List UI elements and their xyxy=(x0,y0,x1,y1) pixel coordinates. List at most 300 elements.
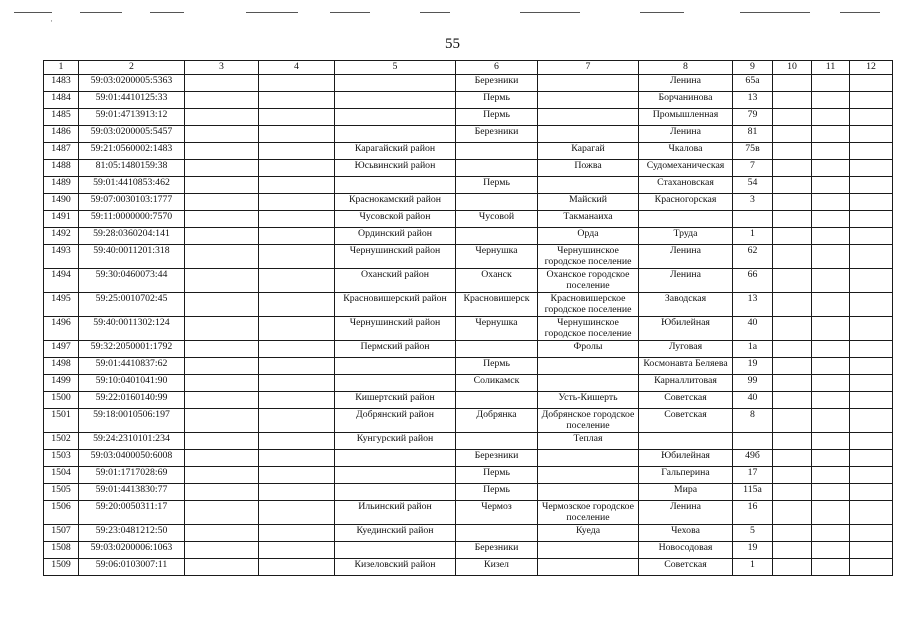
col11-cell xyxy=(812,92,850,109)
col4-cell xyxy=(259,177,335,194)
col4-cell xyxy=(259,160,335,177)
table-row xyxy=(44,525,893,542)
col3-cell xyxy=(185,450,259,467)
table-row xyxy=(44,109,893,126)
table-row xyxy=(44,409,893,433)
col12-cell xyxy=(850,375,893,392)
street-cell: Ленина xyxy=(639,75,733,92)
settlement-cell xyxy=(538,109,639,126)
settlement-cell: Карагай xyxy=(538,143,639,160)
col12-cell xyxy=(850,211,893,228)
col10-cell xyxy=(773,501,812,525)
col3-cell xyxy=(185,245,259,269)
cadastral-number-cell: 59:03:0200006:1063 xyxy=(79,542,185,559)
city-cell: Пермь xyxy=(456,109,538,126)
row-number-cell: 1505 xyxy=(44,484,79,501)
city-cell: Пермь xyxy=(456,484,538,501)
col3-cell xyxy=(185,467,259,484)
cadastral-number-cell: 59:03:0200005:5363 xyxy=(79,75,185,92)
col12-cell xyxy=(850,559,893,576)
city-cell: Чернушка xyxy=(456,317,538,341)
row-number-cell: 1495 xyxy=(44,293,79,317)
col4-cell xyxy=(259,433,335,450)
column-header: 11 xyxy=(812,61,850,75)
table-row xyxy=(44,450,893,467)
cadastral-number-cell: 59:25:0010702:45 xyxy=(79,293,185,317)
district-cell xyxy=(335,542,456,559)
col11-cell xyxy=(812,559,850,576)
city-cell: Кизел xyxy=(456,559,538,576)
row-number-cell: 1492 xyxy=(44,228,79,245)
table-row xyxy=(44,75,893,92)
city-cell: Березники xyxy=(456,450,538,467)
settlement-cell: Добрянское городское поселение xyxy=(538,409,639,433)
cadastral-number-cell: 59:11:0000000:7570 xyxy=(79,211,185,228)
street-cell: Ленина xyxy=(639,269,733,293)
cadastral-number-cell: 59:07:0030103:1777 xyxy=(79,194,185,211)
district-cell: Кунгурский район xyxy=(335,433,456,450)
scan-edge-marks xyxy=(0,12,905,16)
district-cell xyxy=(335,450,456,467)
col10-cell xyxy=(773,75,812,92)
settlement-cell: Пожва xyxy=(538,160,639,177)
city-cell xyxy=(456,194,538,211)
house-number-cell: 66 xyxy=(733,269,773,293)
row-number-cell: 1501 xyxy=(44,409,79,433)
column-header: 1 xyxy=(44,61,79,75)
col4-cell xyxy=(259,501,335,525)
registry-table xyxy=(43,60,893,576)
table-row xyxy=(44,228,893,245)
district-cell: Ильинский район xyxy=(335,501,456,525)
city-cell: Красновишерск xyxy=(456,293,538,317)
settlement-cell: Такманаиха xyxy=(538,211,639,228)
col4-cell xyxy=(259,375,335,392)
row-number-cell: 1507 xyxy=(44,525,79,542)
col10-cell xyxy=(773,450,812,467)
column-header: 9 xyxy=(733,61,773,75)
col10-cell xyxy=(773,542,812,559)
col12-cell xyxy=(850,341,893,358)
table-row xyxy=(44,433,893,450)
col10-cell xyxy=(773,269,812,293)
col11-cell xyxy=(812,542,850,559)
cadastral-number-cell: 59:01:4410853:462 xyxy=(79,177,185,194)
col10-cell xyxy=(773,525,812,542)
col11-cell xyxy=(812,501,850,525)
col4-cell xyxy=(259,341,335,358)
row-number-cell: 1485 xyxy=(44,109,79,126)
col10-cell xyxy=(773,293,812,317)
col12-cell xyxy=(850,450,893,467)
col11-cell xyxy=(812,293,850,317)
column-header: 10 xyxy=(773,61,812,75)
col3-cell xyxy=(185,293,259,317)
cadastral-number-cell: 59:20:0050311:17 xyxy=(79,501,185,525)
col10-cell xyxy=(773,559,812,576)
col4-cell xyxy=(259,211,335,228)
row-number-cell: 1503 xyxy=(44,450,79,467)
col11-cell xyxy=(812,433,850,450)
cadastral-number-cell: 59:24:2310101:234 xyxy=(79,433,185,450)
street-cell: Советская xyxy=(639,559,733,576)
col11-cell xyxy=(812,75,850,92)
col12-cell xyxy=(850,228,893,245)
city-cell: Добрянка xyxy=(456,409,538,433)
city-cell: Чермоз xyxy=(456,501,538,525)
col3-cell xyxy=(185,409,259,433)
city-cell xyxy=(456,143,538,160)
table-header-row xyxy=(44,61,893,75)
col3-cell xyxy=(185,542,259,559)
col11-cell xyxy=(812,450,850,467)
city-cell: Пермь xyxy=(456,177,538,194)
street-cell: Новосодовая xyxy=(639,542,733,559)
table-row xyxy=(44,375,893,392)
house-number-cell: 65а xyxy=(733,75,773,92)
city-cell: Чусовой xyxy=(456,211,538,228)
city-cell xyxy=(456,392,538,409)
col11-cell xyxy=(812,194,850,211)
settlement-cell: Фролы xyxy=(538,341,639,358)
cadastral-number-cell: 59:40:0011302:124 xyxy=(79,317,185,341)
district-cell xyxy=(335,92,456,109)
col11-cell xyxy=(812,392,850,409)
col11-cell xyxy=(812,525,850,542)
col12-cell xyxy=(850,409,893,433)
district-cell xyxy=(335,375,456,392)
house-number-cell xyxy=(733,433,773,450)
col10-cell xyxy=(773,177,812,194)
col4-cell xyxy=(259,450,335,467)
city-cell: Оханск xyxy=(456,269,538,293)
house-number-cell: 19 xyxy=(733,358,773,375)
row-number-cell: 1484 xyxy=(44,92,79,109)
settlement-cell xyxy=(538,92,639,109)
row-number-cell: 1494 xyxy=(44,269,79,293)
house-number-cell: 75в xyxy=(733,143,773,160)
house-number-cell: 8 xyxy=(733,409,773,433)
row-number-cell: 1502 xyxy=(44,433,79,450)
col11-cell xyxy=(812,317,850,341)
col4-cell xyxy=(259,75,335,92)
col12-cell xyxy=(850,126,893,143)
district-cell: Чернушинский район xyxy=(335,317,456,341)
street-cell: Судомеханическая xyxy=(639,160,733,177)
house-number-cell: 1 xyxy=(733,228,773,245)
row-number-cell: 1493 xyxy=(44,245,79,269)
street-cell: Ленина xyxy=(639,126,733,143)
house-number-cell: 81 xyxy=(733,126,773,143)
col3-cell xyxy=(185,269,259,293)
house-number-cell: 17 xyxy=(733,467,773,484)
house-number-cell: 7 xyxy=(733,160,773,177)
col12-cell xyxy=(850,525,893,542)
col10-cell xyxy=(773,467,812,484)
col12-cell xyxy=(850,542,893,559)
scan-corner-mark: · xyxy=(50,16,53,26)
district-cell xyxy=(335,484,456,501)
col12-cell xyxy=(850,177,893,194)
col3-cell xyxy=(185,484,259,501)
cadastral-number-cell: 59:03:0200005:5457 xyxy=(79,126,185,143)
settlement-cell: Орда xyxy=(538,228,639,245)
settlement-cell: Майский xyxy=(538,194,639,211)
row-number-cell: 1499 xyxy=(44,375,79,392)
cadastral-number-cell: 59:18:0010506:197 xyxy=(79,409,185,433)
settlement-cell xyxy=(538,126,639,143)
street-cell: Космонавта Беляева xyxy=(639,358,733,375)
settlement-cell: Усть-Кишерть xyxy=(538,392,639,409)
col4-cell xyxy=(259,409,335,433)
house-number-cell: 1 xyxy=(733,559,773,576)
col3-cell xyxy=(185,126,259,143)
street-cell: Советская xyxy=(639,392,733,409)
cadastral-number-cell: 59:32:2050001:1792 xyxy=(79,341,185,358)
house-number-cell: 99 xyxy=(733,375,773,392)
house-number-cell: 16 xyxy=(733,501,773,525)
col12-cell xyxy=(850,501,893,525)
house-number-cell: 13 xyxy=(733,92,773,109)
col3-cell xyxy=(185,392,259,409)
house-number-cell: 13 xyxy=(733,293,773,317)
col10-cell xyxy=(773,143,812,160)
col10-cell xyxy=(773,358,812,375)
street-cell: Юбилейная xyxy=(639,317,733,341)
district-cell: Кизеловский район xyxy=(335,559,456,576)
col12-cell xyxy=(850,433,893,450)
settlement-cell xyxy=(538,484,639,501)
cadastral-number-cell: 59:23:0481212:50 xyxy=(79,525,185,542)
cadastral-number-cell: 59:01:1717028:69 xyxy=(79,467,185,484)
cadastral-number-cell: 59:01:4410125:33 xyxy=(79,92,185,109)
col12-cell xyxy=(850,75,893,92)
col3-cell xyxy=(185,92,259,109)
city-cell: Соликамск xyxy=(456,375,538,392)
col4-cell xyxy=(259,92,335,109)
settlement-cell xyxy=(538,559,639,576)
col4-cell xyxy=(259,525,335,542)
settlement-cell: Красновишерское городское поселение xyxy=(538,293,639,317)
col12-cell xyxy=(850,358,893,375)
row-number-cell: 1500 xyxy=(44,392,79,409)
column-header: 5 xyxy=(335,61,456,75)
district-cell: Юсьвинский район xyxy=(335,160,456,177)
street-cell: Луговая xyxy=(639,341,733,358)
row-number-cell: 1496 xyxy=(44,317,79,341)
col3-cell xyxy=(185,501,259,525)
street-cell: Мира xyxy=(639,484,733,501)
col12-cell xyxy=(850,293,893,317)
city-cell: Березники xyxy=(456,126,538,143)
city-cell: Пермь xyxy=(456,358,538,375)
house-number-cell: 49б xyxy=(733,450,773,467)
col10-cell xyxy=(773,392,812,409)
col12-cell xyxy=(850,467,893,484)
col4-cell xyxy=(259,194,335,211)
district-cell xyxy=(335,109,456,126)
district-cell: Добрянский район xyxy=(335,409,456,433)
col11-cell xyxy=(812,341,850,358)
col4-cell xyxy=(259,109,335,126)
col10-cell xyxy=(773,194,812,211)
column-header: 6 xyxy=(456,61,538,75)
district-cell: Пермский район xyxy=(335,341,456,358)
street-cell: Труда xyxy=(639,228,733,245)
district-cell: Куединский район xyxy=(335,525,456,542)
col4-cell xyxy=(259,245,335,269)
street-cell: Заводская xyxy=(639,293,733,317)
district-cell xyxy=(335,467,456,484)
col3-cell xyxy=(185,177,259,194)
col3-cell xyxy=(185,358,259,375)
table-row xyxy=(44,467,893,484)
col11-cell xyxy=(812,228,850,245)
city-cell xyxy=(456,525,538,542)
col4-cell xyxy=(259,126,335,143)
table-row xyxy=(44,245,893,269)
district-cell: Ординский район xyxy=(335,228,456,245)
street-cell: Гальперина xyxy=(639,467,733,484)
house-number-cell: 40 xyxy=(733,317,773,341)
col11-cell xyxy=(812,211,850,228)
col10-cell xyxy=(773,160,812,177)
col4-cell xyxy=(259,467,335,484)
street-cell: Стахановская xyxy=(639,177,733,194)
district-cell: Чернушинский район xyxy=(335,245,456,269)
row-number-cell: 1491 xyxy=(44,211,79,228)
col3-cell xyxy=(185,160,259,177)
cadastral-number-cell: 59:01:4713913:12 xyxy=(79,109,185,126)
city-cell: Березники xyxy=(456,75,538,92)
district-cell: Кишертский район xyxy=(335,392,456,409)
col10-cell xyxy=(773,92,812,109)
col4-cell xyxy=(259,293,335,317)
col3-cell xyxy=(185,341,259,358)
city-cell xyxy=(456,160,538,177)
cadastral-number-cell: 59:21:0560002:1483 xyxy=(79,143,185,160)
street-cell: Ленина xyxy=(639,245,733,269)
col10-cell xyxy=(773,341,812,358)
col11-cell xyxy=(812,375,850,392)
house-number-cell: 3 xyxy=(733,194,773,211)
street-cell: Юбилейная xyxy=(639,450,733,467)
city-cell: Пермь xyxy=(456,467,538,484)
row-number-cell: 1483 xyxy=(44,75,79,92)
col10-cell xyxy=(773,375,812,392)
row-number-cell: 1486 xyxy=(44,126,79,143)
settlement-cell: Оханское городское поселение xyxy=(538,269,639,293)
table-row xyxy=(44,317,893,341)
table-row xyxy=(44,484,893,501)
column-header: 8 xyxy=(639,61,733,75)
column-header: 2 xyxy=(79,61,185,75)
street-cell: Борчаниновa xyxy=(639,92,733,109)
settlement-cell xyxy=(538,75,639,92)
table-row xyxy=(44,177,893,194)
house-number-cell: 5 xyxy=(733,525,773,542)
row-number-cell: 1497 xyxy=(44,341,79,358)
district-cell xyxy=(335,177,456,194)
col3-cell xyxy=(185,317,259,341)
table-row xyxy=(44,92,893,109)
col11-cell xyxy=(812,177,850,194)
house-number-cell: 19 xyxy=(733,542,773,559)
cadastral-number-cell: 59:06:0103007:11 xyxy=(79,559,185,576)
street-cell: Чкалова xyxy=(639,143,733,160)
table-row xyxy=(44,126,893,143)
settlement-cell xyxy=(538,542,639,559)
row-number-cell: 1489 xyxy=(44,177,79,194)
table-row xyxy=(44,341,893,358)
col3-cell xyxy=(185,75,259,92)
house-number-cell: 62 xyxy=(733,245,773,269)
col3-cell xyxy=(185,228,259,245)
house-number-cell: 54 xyxy=(733,177,773,194)
table-row xyxy=(44,542,893,559)
street-cell: Промышленная xyxy=(639,109,733,126)
settlement-cell: Чермозское городское поселение xyxy=(538,501,639,525)
col3-cell xyxy=(185,211,259,228)
street-cell xyxy=(639,433,733,450)
table-row xyxy=(44,293,893,317)
table-row xyxy=(44,358,893,375)
cadastral-number-cell: 59:40:0011201:318 xyxy=(79,245,185,269)
row-number-cell: 1490 xyxy=(44,194,79,211)
col4-cell xyxy=(259,143,335,160)
district-cell xyxy=(335,126,456,143)
cadastral-number-cell: 59:01:4413830:77 xyxy=(79,484,185,501)
col4-cell xyxy=(259,358,335,375)
district-cell: Карагайский район xyxy=(335,143,456,160)
settlement-cell: Куеда xyxy=(538,525,639,542)
settlement-cell xyxy=(538,177,639,194)
col10-cell xyxy=(773,126,812,143)
column-header: 7 xyxy=(538,61,639,75)
col10-cell xyxy=(773,228,812,245)
col11-cell xyxy=(812,269,850,293)
city-cell: Березники xyxy=(456,542,538,559)
city-cell: Чернушка xyxy=(456,245,538,269)
table-row xyxy=(44,160,893,177)
col12-cell xyxy=(850,92,893,109)
cadastral-number-cell: 59:10:0401041:90 xyxy=(79,375,185,392)
col10-cell xyxy=(773,317,812,341)
settlement-cell xyxy=(538,467,639,484)
street-cell: Красногорская xyxy=(639,194,733,211)
house-number-cell: 79 xyxy=(733,109,773,126)
district-cell xyxy=(335,358,456,375)
row-number-cell: 1504 xyxy=(44,467,79,484)
settlement-cell: Чернушинское городское поселение xyxy=(538,245,639,269)
col4-cell xyxy=(259,559,335,576)
col12-cell xyxy=(850,484,893,501)
row-number-cell: 1508 xyxy=(44,542,79,559)
col11-cell xyxy=(812,358,850,375)
settlement-cell xyxy=(538,450,639,467)
col10-cell xyxy=(773,433,812,450)
district-cell: Оханский район xyxy=(335,269,456,293)
col3-cell xyxy=(185,559,259,576)
col12-cell xyxy=(850,269,893,293)
col10-cell xyxy=(773,409,812,433)
district-cell: Чусовской район xyxy=(335,211,456,228)
col12-cell xyxy=(850,109,893,126)
cadastral-number-cell: 59:30:0460073:44 xyxy=(79,269,185,293)
col11-cell xyxy=(812,245,850,269)
col4-cell xyxy=(259,317,335,341)
city-cell xyxy=(456,341,538,358)
